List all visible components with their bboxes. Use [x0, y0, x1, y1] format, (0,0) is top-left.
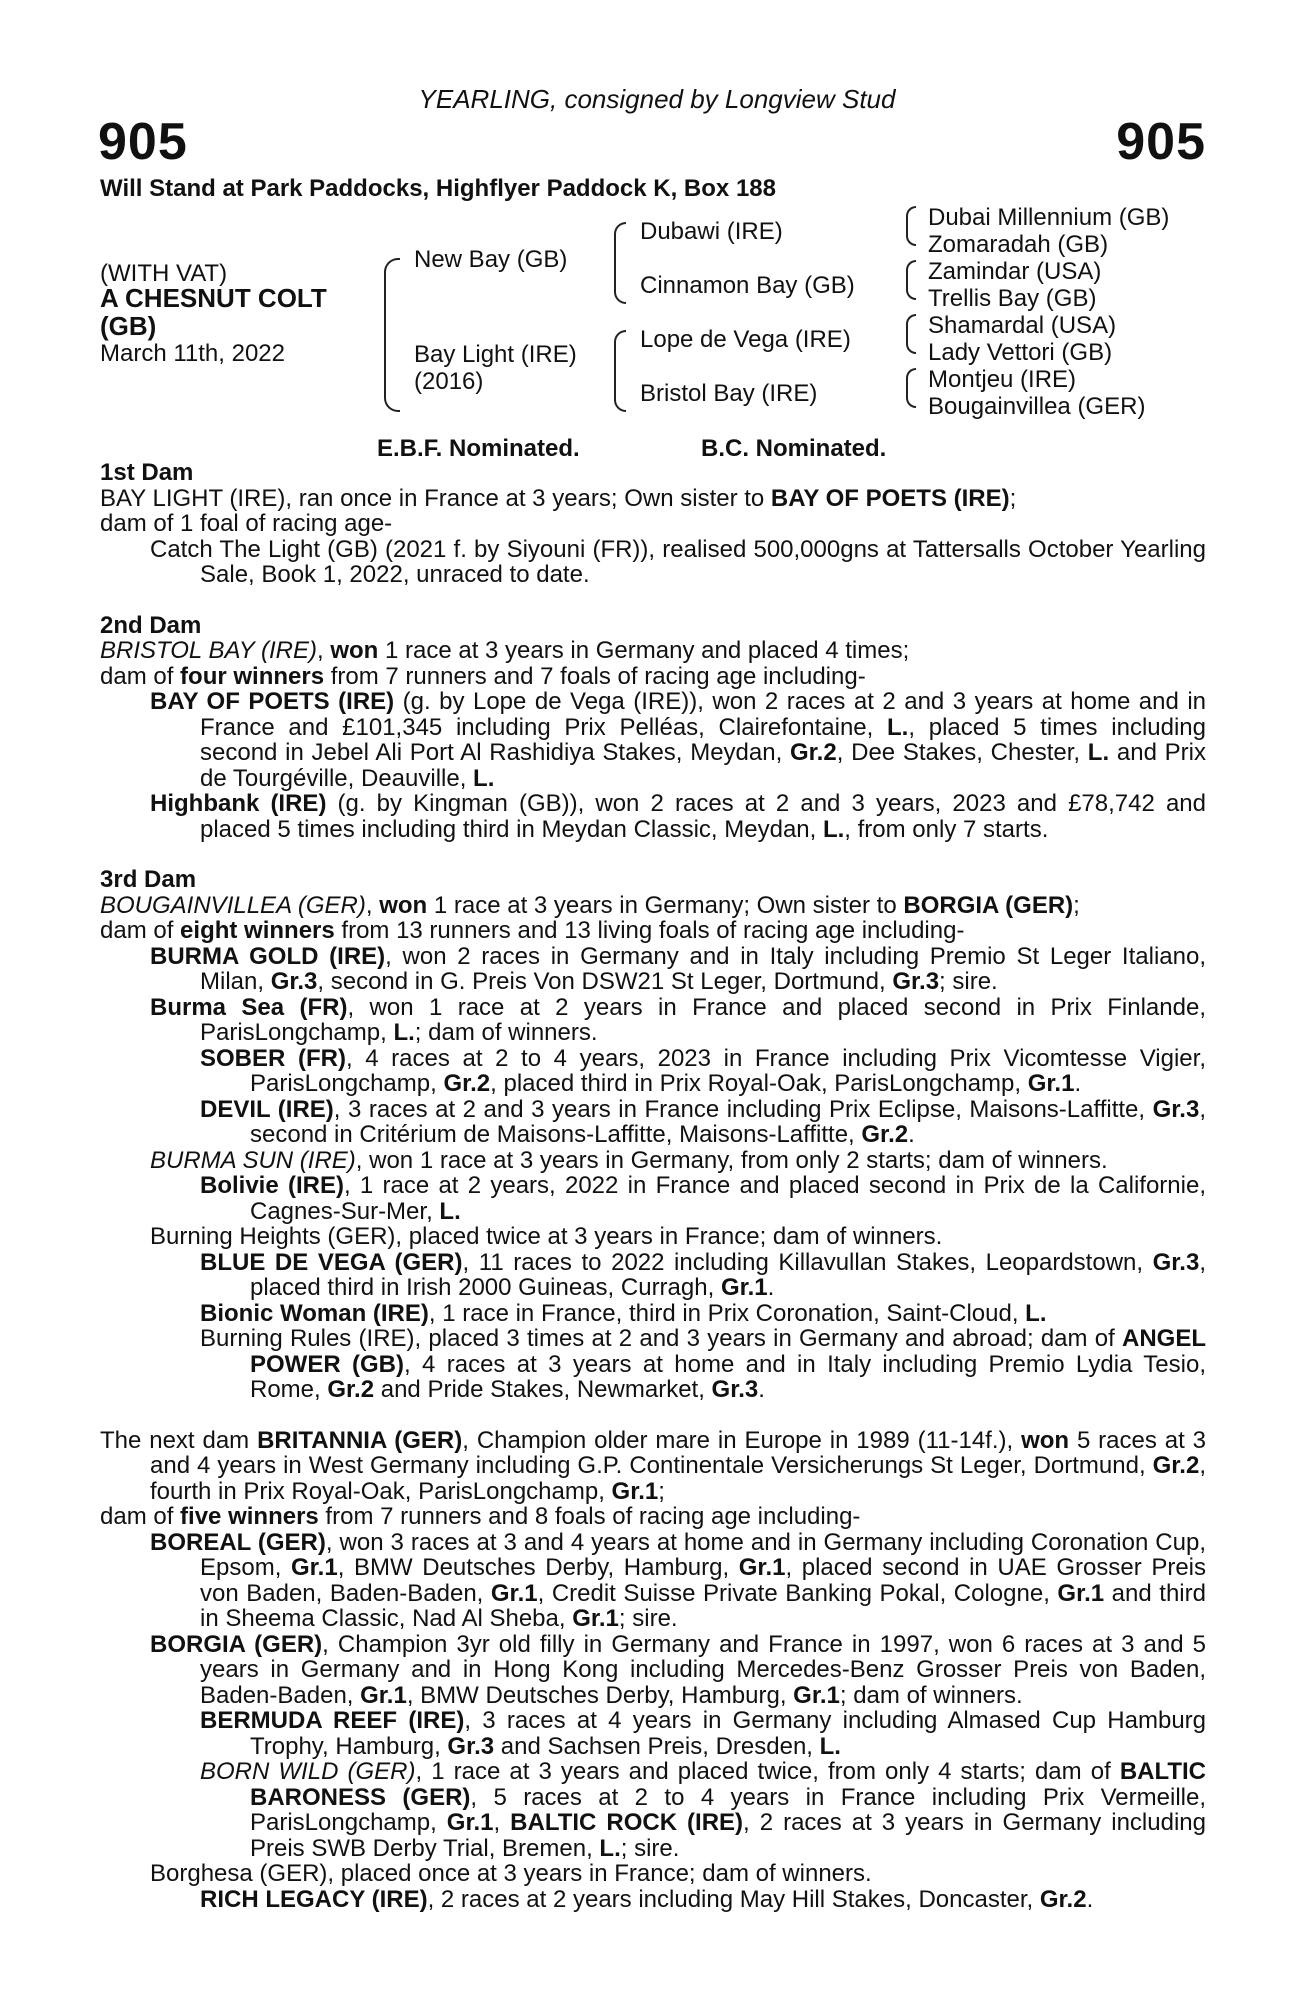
- pedigree-brace-dam: [614, 330, 626, 412]
- pedigree-brace-ss: [906, 206, 916, 246]
- pedigree-brace-parents: [384, 258, 400, 412]
- consignor-line: YEARLING, consigned by Longview Stud: [418, 84, 896, 114]
- foaling-date: March 11th, 2022: [100, 340, 286, 367]
- ped-dss: Shamardal (USA): [928, 312, 1117, 339]
- dam-sire: Lope de Vega (IRE): [640, 326, 851, 353]
- produce-borgia: BORGIA (GER), Champion 3yr old filly in Germany and France in 1997, won 6 races at 3 and 5 years in Germany and in Hong Kong including Mercedes-Benz Grosser Preis von Baden, Baden-Baden, Gr.1, BMW Deutsches Derby, Hamburg, Gr.1; dam of winners.: [150, 1630, 1206, 1709]
- produce-borghesa: Borghesa (GER), placed once at 3 years in France; dam of winners.: [150, 1860, 872, 1887]
- sire-dam: Cinnamon Bay (GB): [640, 272, 855, 299]
- lot-number-right: 905: [1116, 113, 1206, 171]
- second-dam-heading: 2nd Dam: [100, 611, 202, 639]
- bc-nominated: B.C. Nominated.: [701, 435, 887, 462]
- ped-sss: Dubai Millennium (GB): [928, 204, 1170, 231]
- produce-burma-sun: BURMA SUN (IRE), won 1 race at 3 years in Germany, from only 2 starts; dam of winners.: [150, 1146, 1108, 1174]
- stand-location: Will Stand at Park Paddocks, Highflyer Paddock K, Box 188: [100, 175, 776, 202]
- ped-dsd: Lady Vettori (GB): [928, 339, 1113, 366]
- first-dam-produce-summary: dam of 1 foal of racing age-: [100, 510, 393, 537]
- produce-rich-legacy: RICH LEGACY (IRE), 2 races at 2 years including May Hill Stakes, Doncaster, Gr.2.: [200, 1885, 1094, 1913]
- pedigree-brace-dd: [906, 368, 916, 408]
- ped-ddd: Bougainvillea (GER): [928, 393, 1146, 420]
- produce-blue-de-vega: BLUE DE VEGA (GER), 11 races to 2022 including Killavullan Stakes, Leopardstown, Gr.3, placed third in Irish 2000 Guineas, Curragh, Gr.1.: [200, 1248, 1206, 1301]
- produce-burma-sea: Burma Sea (FR), won 1 race at 2 years in France and placed second in Prix Finlande, ParisLongchamp, L.; dam of winners.: [150, 993, 1206, 1046]
- ped-sds: Zamindar (USA): [928, 258, 1102, 285]
- second-dam-line: BRISTOL BAY (IRE), won 1 race at 3 years in Germany and placed 4 times;: [100, 637, 910, 664]
- sire-sire: Dubawi (IRE): [640, 218, 783, 245]
- third-dam-heading: 3rd Dam: [100, 866, 197, 893]
- second-dam-produce-summary: dam of four winners from 7 runners and 7 foals of racing age including-: [100, 662, 866, 690]
- produce-sober: SOBER (FR), 4 races at 2 to 4 years, 2023 in France including Prix Vicomtesse Vigier, ParisLongchamp, Gr.2, placed third in Prix Royal-Oak, ParisLongchamp, Gr.1.: [200, 1044, 1206, 1097]
- ebf-nominated: E.B.F. Nominated.: [377, 435, 580, 462]
- third-dam-line: BOUGAINVILLEA (GER), won 1 race at 3 years in Germany; Own sister to BORGIA (GER);: [100, 891, 1080, 919]
- produce-born-wild: BORN WILD (GER), 1 race at 3 years and placed twice, from only 4 starts; dam of BALTIC BARONESS (GER), 5 races at 2 to 4 years in France including Prix Vermeille, ParisLongchamp, Gr.1, BALTIC ROCK (IRE), 2 races at 3 years in Germany including Preis SWB Derby Trial, Bremen, L.; sire.: [200, 1758, 1207, 1862]
- first-dam-heading: 1st Dam: [100, 459, 194, 486]
- produce-burning-rules: Burning Rules (IRE), placed 3 times at 2 and 3 years in Germany and abroad; dam of ANGEL POWER (GB), 4 races at 3 years at home and in Italy including Premio Lydia Tesio, Rome, Gr.2 and Pride Stakes, Newmarket, Gr.3.: [200, 1325, 1206, 1403]
- dam-name: Bay Light (IRE): [414, 341, 577, 368]
- third-dam-produce-summary: dam of eight winners from 13 runners and 13 living foals of racing age including-: [100, 917, 965, 944]
- produce-devil: DEVIL (IRE), 3 races at 2 and 3 years in France including Prix Eclipse, Maisons-Laffitte, Gr.3, second in Critérium de Maisons-Laffitte, Maisons-Laffitte, Gr.2.: [200, 1095, 1206, 1148]
- pedigree-brace-ds: [906, 314, 916, 354]
- first-dam-produce-item: Catch The Light (GB) (2021 f. by Siyouni (FR)), realised 500,000gns at Tattersalls October Yearling Sale, Book 1, 2022, unraced to date.: [150, 535, 1206, 588]
- produce-bermuda-reef: BERMUDA REEF (IRE), 3 races at 4 years in Germany including Almased Cup Hamburg Trophy, Hamburg, Gr.3 and Sachsen Preis, Dresden, L.: [200, 1707, 1207, 1760]
- produce-boreal: BOREAL (GER), won 3 races at 3 and 4 years at home and in Germany including Coronation Cup, Epsom, Gr.1, BMW Deutsches Derby, Hamburg, Gr.1, placed second in UAE Grosser Preis von Baden, Baden-Baden, Gr.1, Credit Suisse Private Banking Pokal, Cologne, Gr.1 and third in Sheema Classic, Nad Al Sheba, Gr.1; sire.: [150, 1528, 1207, 1632]
- ped-sdd: Trellis Bay (GB): [928, 285, 1097, 312]
- first-dam-line: BAY LIGHT (IRE), ran once in France at 3 years; Own sister to BAY OF POETS (IRE);: [100, 484, 1017, 512]
- dam-dam: Bristol Bay (IRE): [640, 380, 818, 407]
- produce-bolivie: Bolivie (IRE), 1 race at 2 years, 2022 in France and placed second in Prix de la Californie, Cagnes-Sur-Mer, L.: [200, 1172, 1206, 1225]
- produce-highbank: Highbank (IRE) (g. by Kingman (GB)), won 2 races at 2 and 3 years, 2023 and £78,742 and placed 5 times including third in Meydan Classic, Meydan, L., from only 7 starts.: [150, 790, 1206, 843]
- lot-number-left: 905: [98, 113, 188, 171]
- catalogue-body: [100, 460, 1206, 1912]
- vat-note: (WITH VAT): [100, 260, 228, 287]
- next-dam-line: The next dam BRITANNIA (GER), Champion older mare in Europe in 1989 (11-14f.), won 5 races at 3 and 4 years in West Germany including G.P. Continentale Versicherungs St Leger, Dortmund, Gr.2, fourth in Prix Royal-Oak, ParisLongchamp, Gr.1;: [100, 1426, 1206, 1505]
- produce-burning-heights: Burning Heights (GER), placed twice at 3 years in France; dam of winners.: [150, 1223, 943, 1250]
- ped-dds: Montjeu (IRE): [928, 366, 1077, 393]
- horse-description: A CHESNUT COLT: [100, 283, 327, 313]
- pedigree-brace-sire: [614, 222, 626, 304]
- produce-bay-of-poets: BAY OF POETS (IRE) (g. by Lope de Vega (IRE)), won 2 races at 2 and 3 years at home and in France and £101,345 including Prix Pelléas, Clairefontaine, L., placed 5 times including second in Jebel Ali Port Al Rashidiya Stakes, Meydan, Gr.2, Dee Stakes, Chester, L. and Prix de Tourgéville, Deauville, L.: [150, 688, 1206, 792]
- next-dam-produce-summary: dam of five winners from 7 runners and 8 foals of racing age including-: [100, 1503, 861, 1530]
- horse-country: (GB): [100, 311, 157, 341]
- sire-name: New Bay (GB): [414, 246, 568, 273]
- produce-bionic-woman: Bionic Woman (IRE), 1 race in France, third in Prix Coronation, Saint-Cloud, L.: [200, 1299, 1047, 1327]
- ped-ssd: Zomaradah (GB): [928, 231, 1109, 258]
- pedigree-brace-sd: [906, 260, 916, 300]
- dam-year: (2016): [414, 368, 484, 395]
- produce-burma-gold: BURMA GOLD (IRE), won 2 races in Germany and in Italy including Premio St Leger Italiano, Milan, Gr.3, second in G. Preis Von DSW21 St Leger, Dortmund, Gr.3; sire.: [150, 942, 1206, 995]
